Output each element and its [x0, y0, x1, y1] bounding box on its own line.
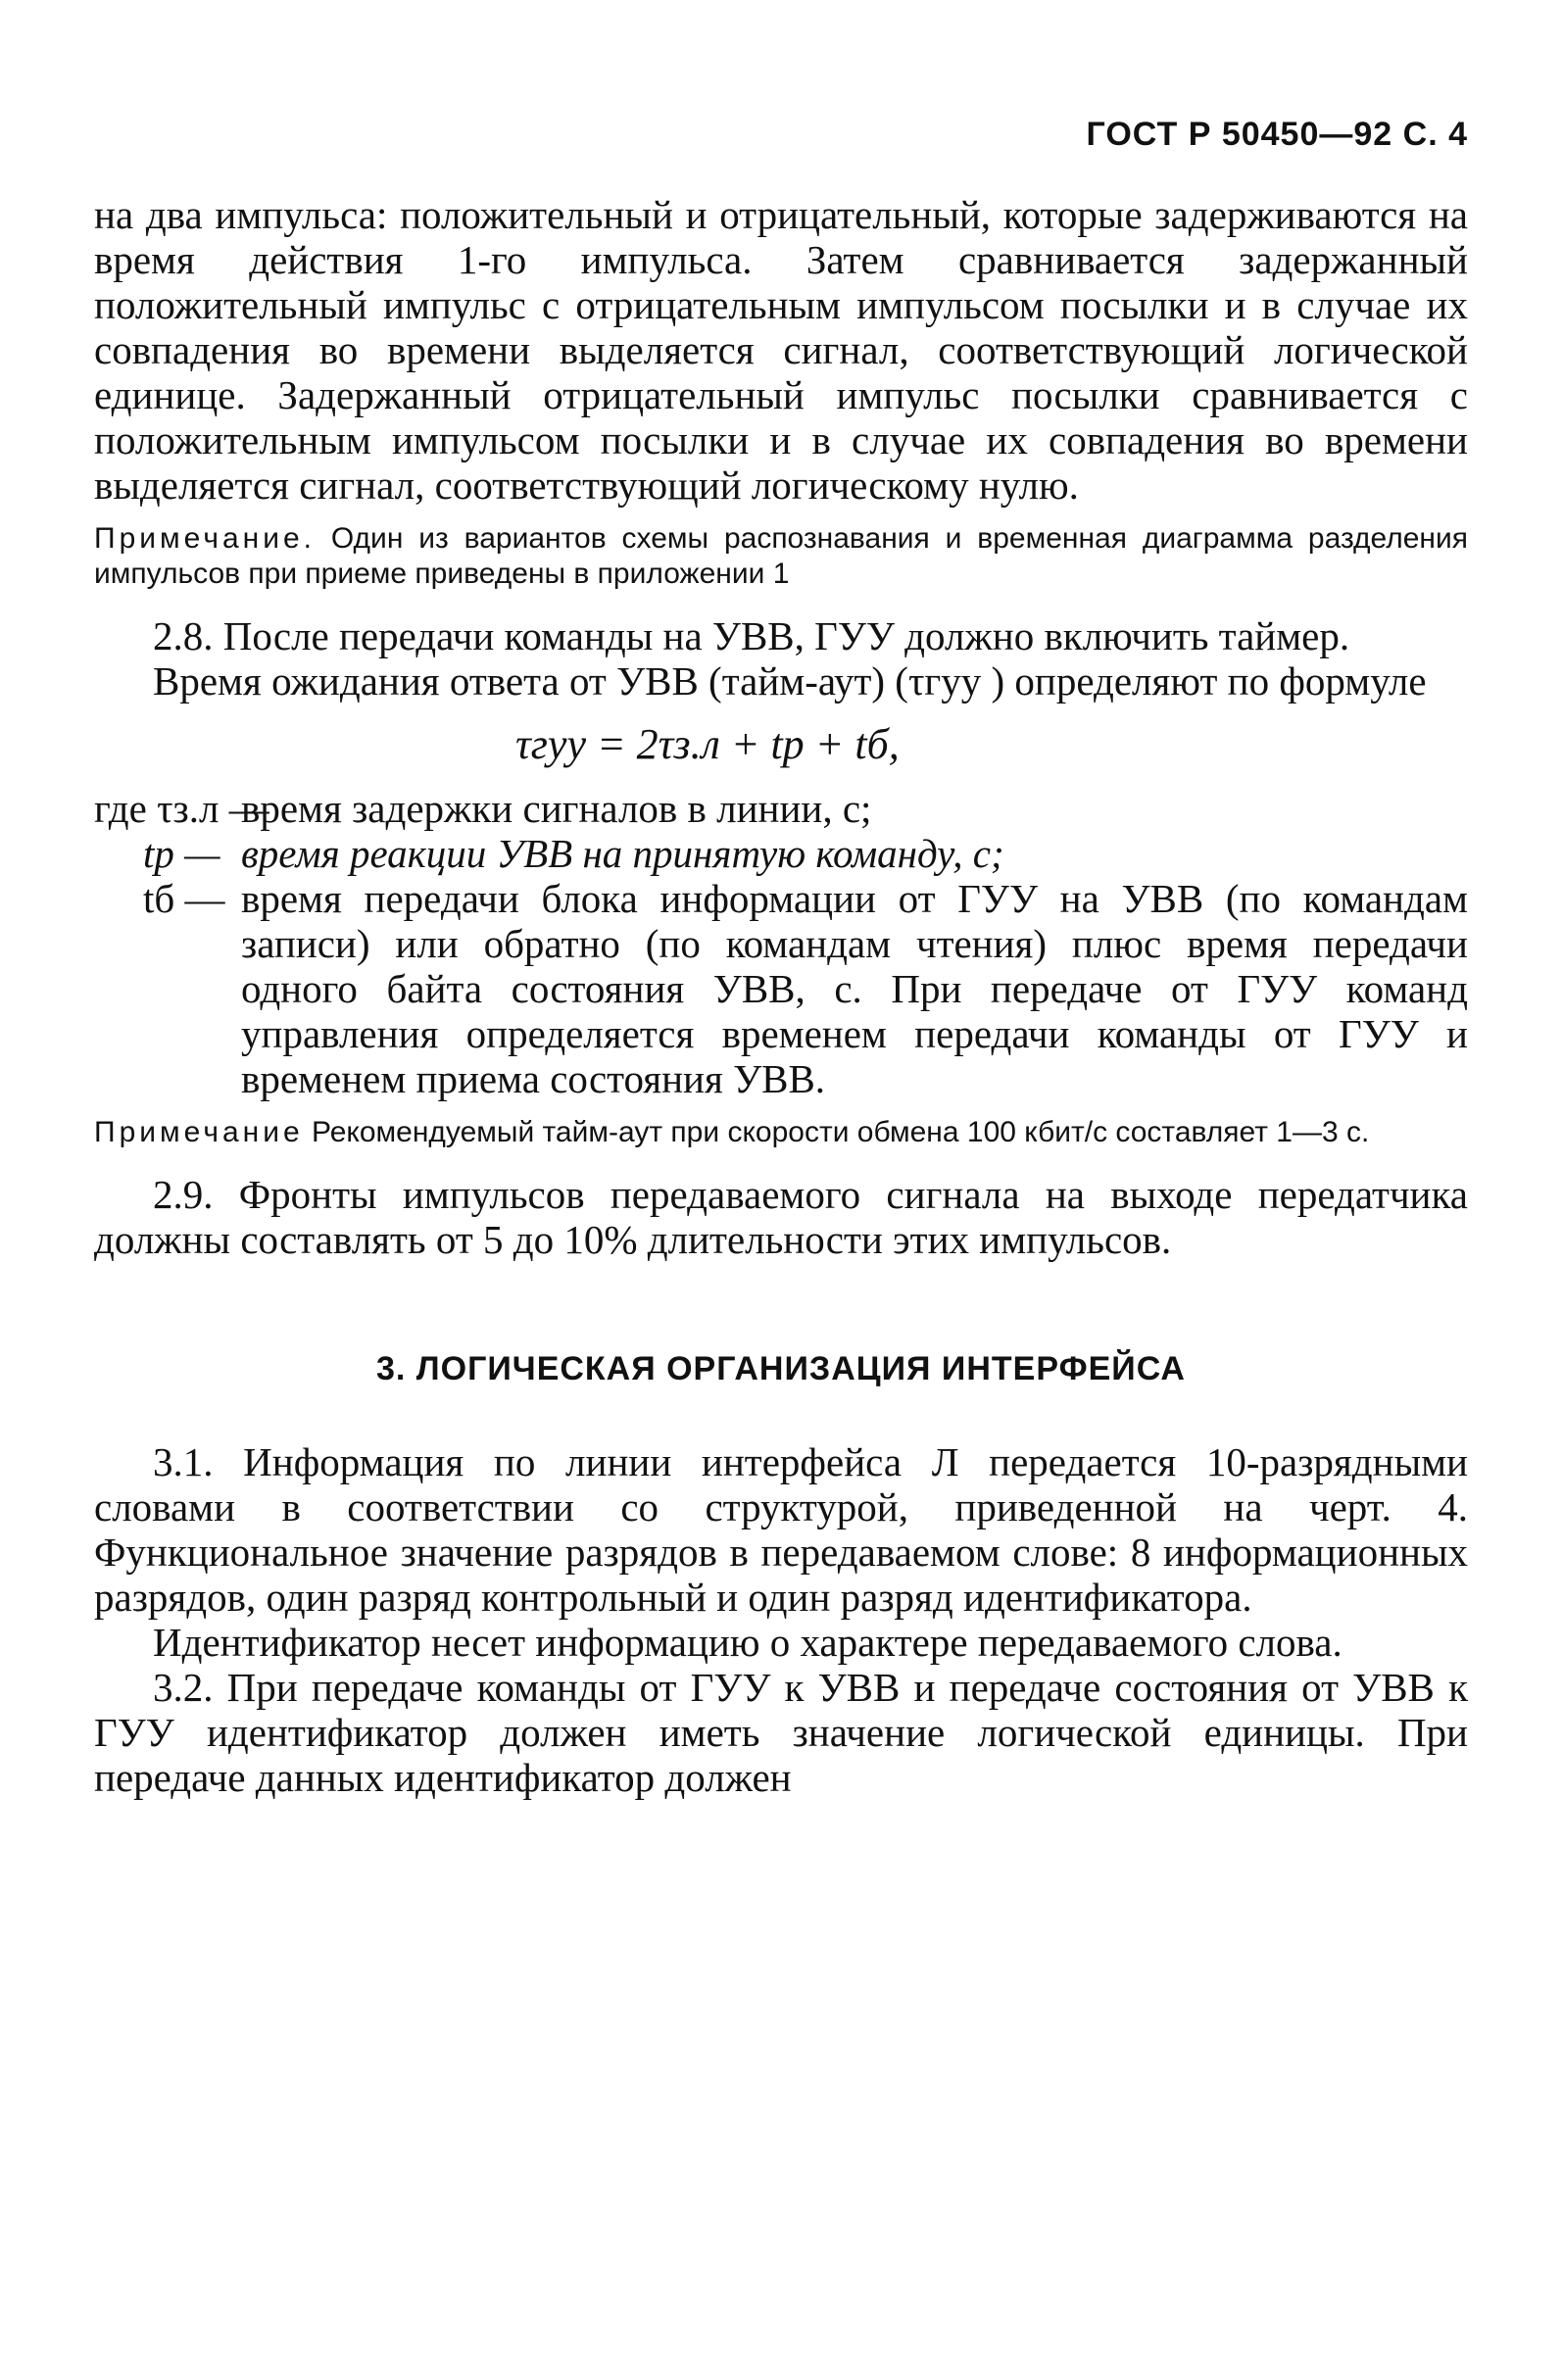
paragraph-2-9: 2.9. Фронты импульсов передаваемого сигнала на выходе передатчика должны составлять от 5 до 10% длительности этих импульсов.: [94, 1172, 1468, 1262]
paragraph-identifier: Идентификатор несет информацию о характере передаваемого слова.: [153, 1620, 1342, 1665]
formula-timeout: τгуу = 2τз.л + tр + tб,: [515, 720, 900, 768]
note-2-label: Примечание: [94, 1116, 304, 1148]
definition-symbol: tр —: [143, 831, 220, 876]
note-1: [94, 521, 1468, 592]
paragraph-timeout: Время ожидания ответа от УВВ (тайм-аут) (τгуу ) определяют по формуле: [153, 658, 1427, 704]
page-content: [94, 192, 1468, 1800]
definitions-list: [94, 786, 1468, 1101]
note-2: [94, 1115, 1468, 1150]
definition-row: [94, 786, 1468, 831]
definition-text: время задержки сигналов в линии, с;: [241, 786, 872, 831]
note-1-label: Примечание.: [94, 522, 316, 555]
paragraph-2-8: 2.8. После передачи команды на УВВ, ГУУ должно включить таймер.: [153, 613, 1350, 658]
note-1-text: Один из вариантов схемы распознавания и временная диаграмма разделения импульсов при приеме приведены в приложении 1: [94, 522, 1468, 590]
definition-symbol: где τз.л —: [94, 786, 269, 831]
note-2-text: Рекомендуемый тайм-аут при скорости обмена 100 кбит/с составляет 1—3 с.: [312, 1116, 1370, 1148]
definition-row: [94, 831, 1468, 876]
paragraph-3-2: 3.2. При передаче команды от ГУУ к УВВ и передаче состояния от УВВ к ГУУ идентификатор должен иметь значение логической единицы. При передаче данных идентификатор должен: [94, 1665, 1468, 1800]
definition-symbol: tб —: [143, 876, 225, 921]
paragraph-intro: на два импульса: положительный и отрицательный, которые задерживаются на время действия 1-го импульса. Затем сравнивается задержанный положительный импульс с отрицательным импульсом посылки и в случае их совпадения во времени выделяется сигнал, соответствующий логической единице. Задержанный отрицательный импульс посылки сравнивается с положительным импульсом посылки и в случае их совпадения во времени выделяется сигнал, соответствующий логическому нулю.: [94, 192, 1468, 508]
definition-text: время передачи блока информации от ГУУ на УВВ (по командам записи) или обратно (по командам чтения) плюс время передачи одного байта состояния УВВ, с. При передаче от ГУУ команд управления определяется временем передачи команды от ГУУ и временем приема состояния УВВ.: [241, 876, 1468, 1101]
section-3-title: 3. ЛОГИЧЕСКАЯ ОРГАНИЗАЦИЯ ИНТЕРФЕЙСА: [375, 1350, 1186, 1387]
paragraph-3-1: 3.1. Информация по линии интерфейса Л передается 10-разрядными словами в соответствии со структурой, приведенной на черт. 4. Функциональное значение разрядов в передаваемом слове: 8 информационных разрядов, один разряд контрольный и один разряд идентификатора.: [94, 1439, 1468, 1620]
page-header: ГОСТ Р 50450—92 С. 4: [1086, 116, 1468, 153]
definition-text: время реакции УВВ на принятую команду, с;: [241, 831, 1004, 876]
definition-row: [94, 876, 1468, 1101]
